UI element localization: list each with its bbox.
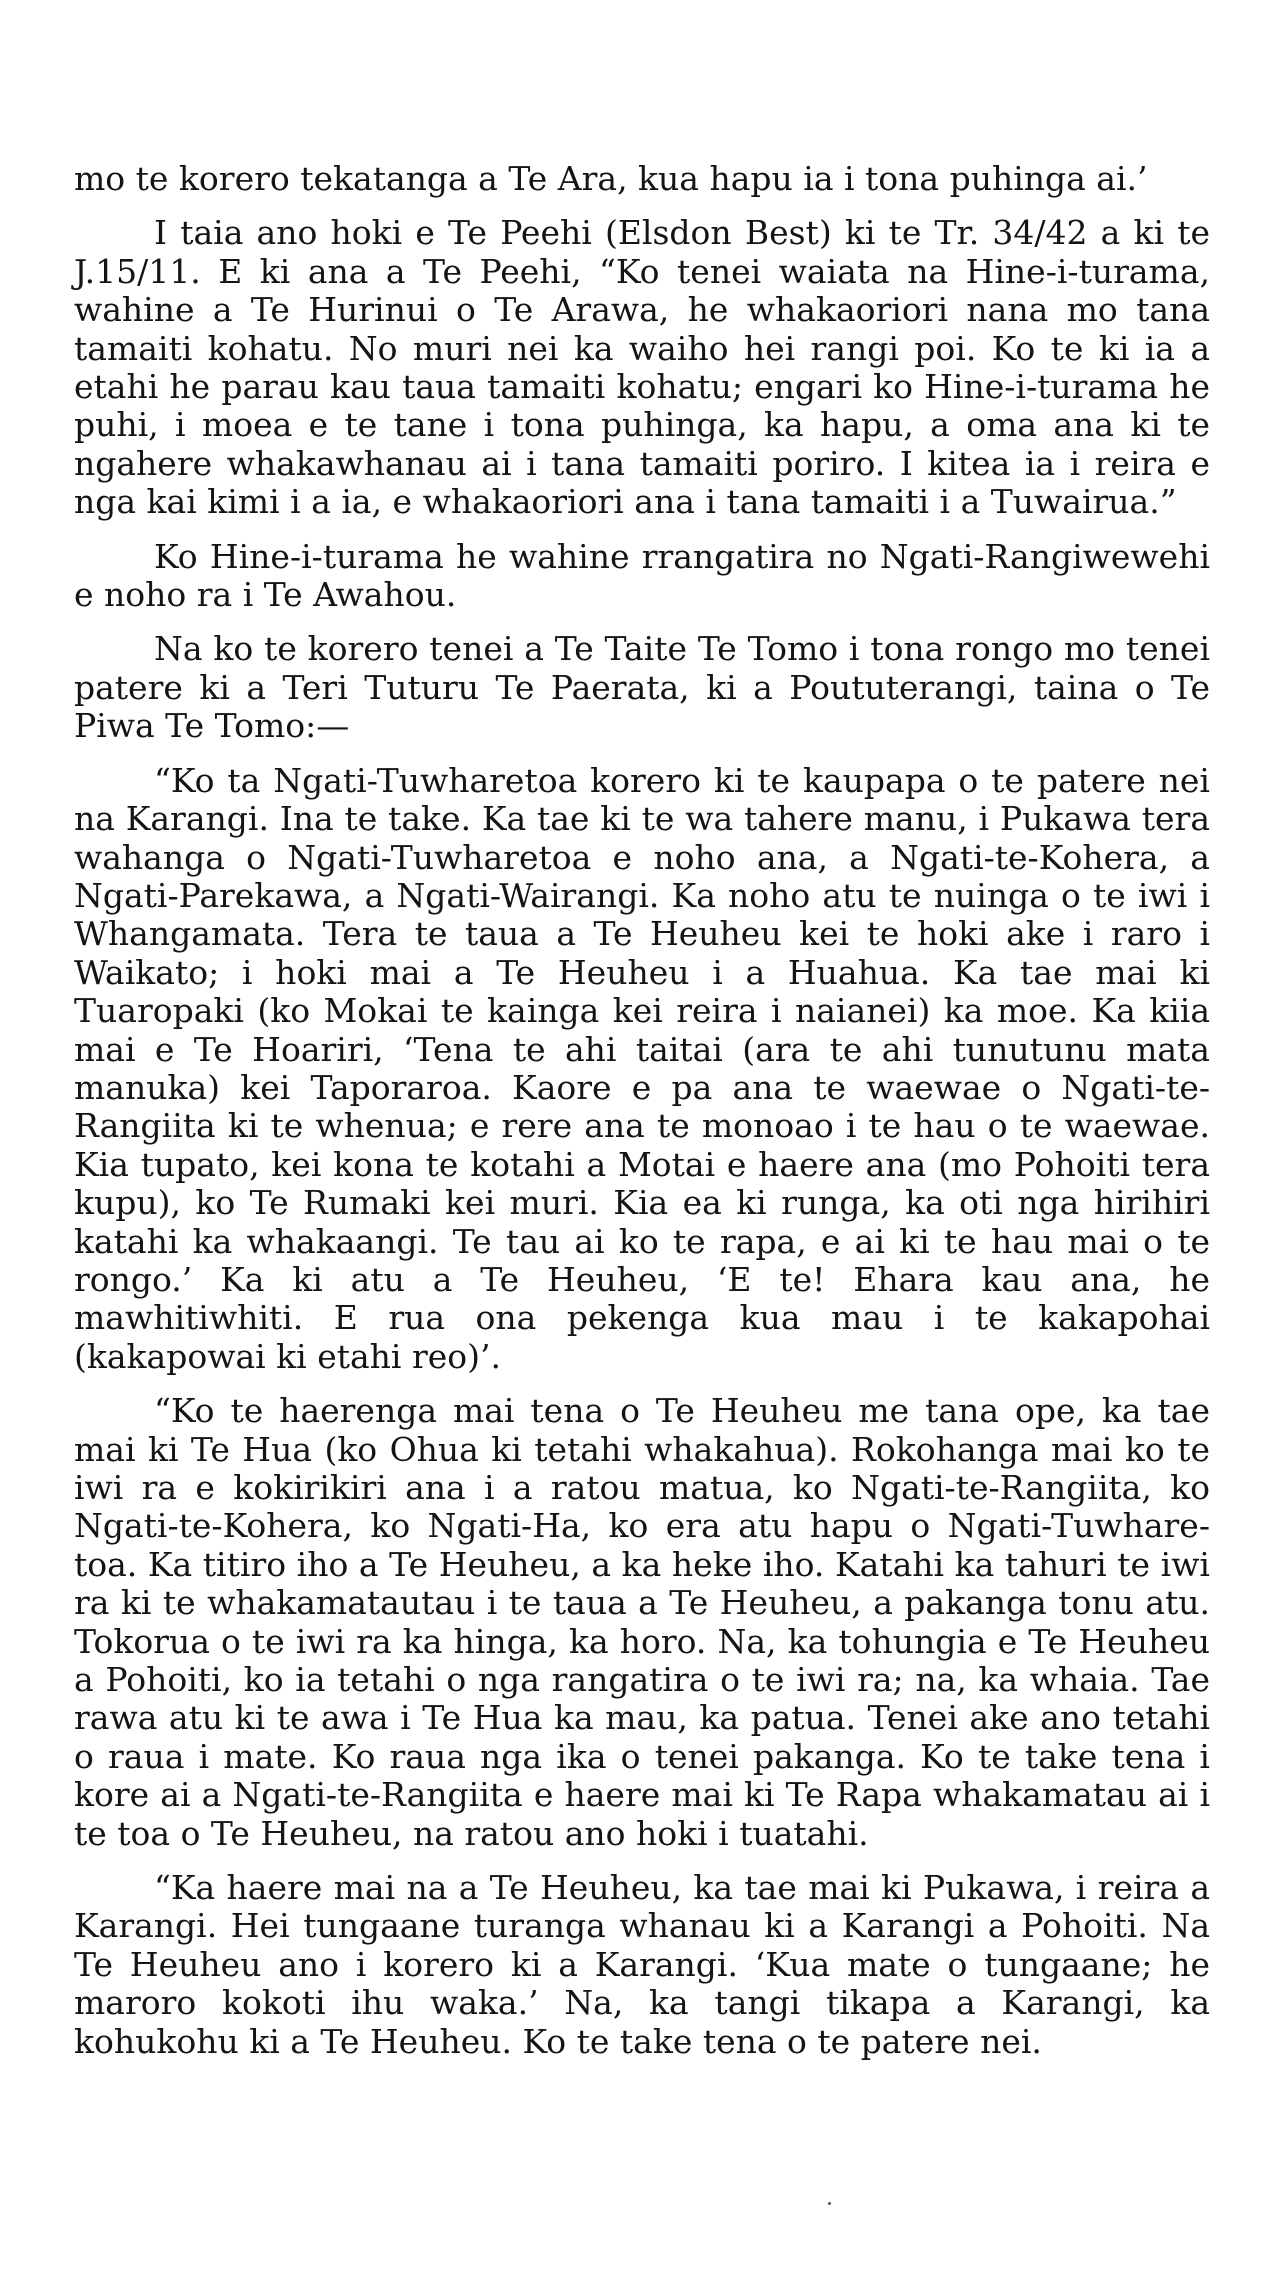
paragraph-2: I taia ano hoki e Te Peehi (Elsdon Best) ki te Tr. 34/42 a ki te J.15/11. E ki ana a Te Peehi, “Ko tenei waiata na Hine-i-turama, wahine a Te Hurinui o Te Arawa, he whakaoriori nana mo tana tamaiti kohatu. No muri nei ka waiho hei rangi poi. Ko te ki ia a etahi he parau kau taua tamaiti kohatu; engari ko Hine-i-turama he puhi, i moea e te tane i tona puhinga, ka hapu, a oma ana ki te ngahere whakawhanau ai i tana tamaiti poriro. I kitea ia i reira e nga kai kimi i a ia, e whakaoriori ana i tana tamaiti i a Tuwairua.” [74, 213, 1210, 522]
paragraph-1: mo te korero tekatanga a Te Ara, kua hapu ia i tona puhinga ai.’ [74, 159, 1148, 198]
paragraph-3: Ko Hine-i-turama he wahine rrangatira no Ngati-Rangiwewehi e noho ra i Te Awahou. [74, 536, 1210, 615]
paragraph-6: “Ko te haerenga mai tena o Te Heuheu me tana ope, ka tae mai ki Te Hua (ko Ohua ki tetahi whakahua). Rokohanga mai ko te iwi ra e kokirikiri ana i a ratou matua, ko Ngati-te-Rangiita, ko Ngati-te-Kohera, ko Ngati-Ha, ko era atu hapu o Ngati-Tuwhare-toa. Ka titiro iho a Te Heuheu, a ka heke iho. Katahi ka tahuri te iwi ra ki te whakamatautau i te taua a Te Heuheu, a pakanga tonu atu. Tokorua o te iwi ra ka hinga, ka horo. Na, ka tohungia e Te Heuheu a Pohoiti, ko ia tetahi o nga rangatira o te iwi ra; na, ka whaia. Tae rawa atu ki te awa i Te Hua ka mau, ka patua. Tenei ake ano tetahi o raua i mate. Ko raua nga ika o tenei pakanga. Ko te take tena i kore ai a Ngati-te-Rangiita e haere mai ki Te Rapa whakamatau ai i te toa o Te Heuheu, na ratou ano hoki i tuatahi. [74, 1391, 1210, 1853]
scan-speck [828, 2202, 831, 2205]
paragraph-7: “Ka haere mai na a Te Heuheu, ka tae mai ki Pukawa, i reira a Karangi. Hei tungaane turanga whanau ki a Karangi a Pohoiti. Na Te Heuheu ano i korero ki a Karangi. ‘Kua mate o tungaane; he maroro kokoti ihu waka.’ Na, ka tangi tikapa a Karangi, ka kohukohu ki a Te Heuheu. Ko te take tena o te patere nei. [74, 1868, 1210, 2061]
paragraph-5: “Ko ta Ngati-Tuwharetoa korero ki te kaupapa o te patere nei na Karangi. Ina te take. Ka tae ki te wa tahere manu, i Pukawa tera wahanga o Ngati-Tuwharetoa e noho ana, a Ngati-te-Kohera, a Ngati-Parekawa, a Ngati-Wairangi. Ka noho atu te nuinga o te iwi i Whangamata. Tera te taua a Te Heuheu kei te hoki ake i raro i Waikato; i hoki mai a Te Heuheu i a Huahua. Ka tae mai ki Tuaropaki (ko Mokai te kainga kei reira i naianei) ka moe. Ka kiia mai e Te Hoariri, ‘Tena te ahi taitai (ara te ahi tunutunu mata manuka) kei Taporaroa. Kaore e pa ana te waewae o Ngati-te-Rangiita ki te whenua; e rere ana te monoao i te hau o te waewae. Kia tupato, kei kona te kotahi a Motai e haere ana (mo Pohoiti tera kupu), ko Te Rumaki kei muri. Kia ea ki runga, ka oti nga hirihiri katahi ka whakaangi. Te tau ai ko te rapa, e ai ki te hau mai o te rongo.’ Ka ki atu a Te Heuheu, ‘E te! Ehara kau ana, he mawhitiwhiti. E rua ona pekenga kua mau i te kakapohai (kakapowai ki etahi reo)’. [74, 760, 1210, 1376]
document-page [74, 160, 1210, 2077]
paragraph-4: Na ko te korero tenei a Te Taite Te Tomo i tona rongo mo tenei patere ki a Teri Tuturu Te Paerata, ki a Poututerangi, taina o Te Piwa Te Tomo:— [74, 629, 1210, 746]
